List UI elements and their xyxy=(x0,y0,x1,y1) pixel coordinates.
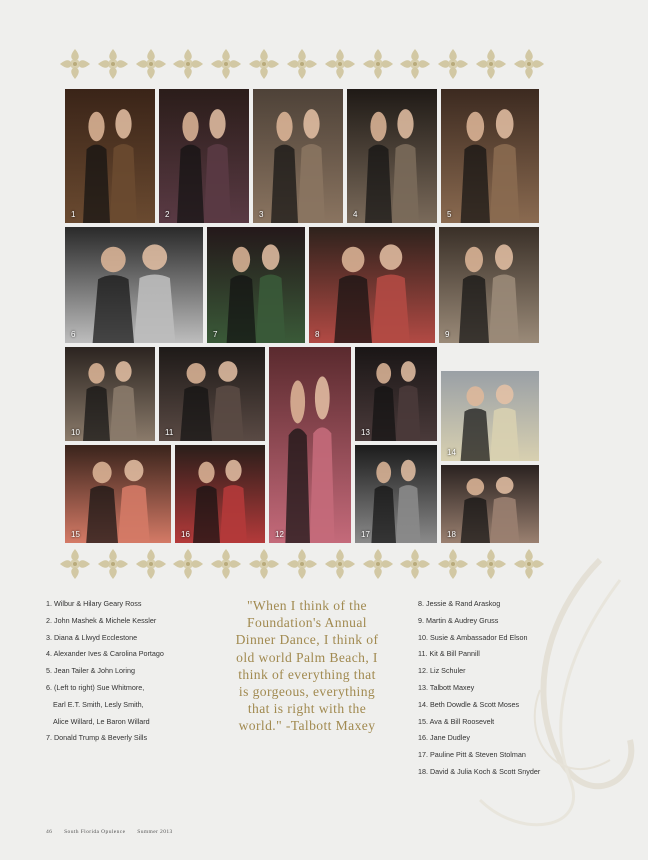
ornament-motif xyxy=(285,47,319,86)
photo-number: 8 xyxy=(315,330,320,339)
caption-line: 10. Susie & Ambassador Ed Elson xyxy=(418,632,528,642)
event-photo xyxy=(354,346,438,442)
photo-number: 16 xyxy=(181,530,190,539)
caption-line: 14. Beth Dowdle & Scott Moses xyxy=(418,699,520,709)
caption-line: 3. Diana & Llwyd Ecclestone xyxy=(46,632,138,642)
caption-line: 6. (Left to right) Sue Whitmore, xyxy=(46,682,145,692)
caption-line: 5. Jean Tailer & John Loring xyxy=(46,666,135,676)
ornament-motif xyxy=(209,547,243,586)
ornament-motif xyxy=(361,47,395,86)
ornament-motif xyxy=(134,547,168,586)
photo-number: 13 xyxy=(361,428,370,437)
event-photo xyxy=(64,346,156,442)
page-number: 46 xyxy=(46,829,53,835)
photo-number: 6 xyxy=(71,330,76,339)
photo-image xyxy=(269,347,351,543)
quote-line: that is right with the xyxy=(247,701,367,717)
caption-line: 17. Pauline Pitt & Steven Stolman xyxy=(418,750,526,760)
event-photo xyxy=(158,346,266,442)
photo-number: 15 xyxy=(71,530,80,539)
ornament-motif xyxy=(171,47,205,86)
ornament-motif xyxy=(398,547,432,586)
photo-image xyxy=(159,89,249,223)
ornament-motif xyxy=(512,547,546,586)
quote-line: old world Palm Beach, I xyxy=(236,649,378,665)
photo-image xyxy=(253,89,343,223)
quote-line: "When I think of the xyxy=(246,598,367,613)
caption-line: 12. Liz Schuler xyxy=(418,666,466,676)
event-photo xyxy=(64,88,156,224)
caption-line: 4. Alexander Ives & Carolina Portago xyxy=(46,649,164,659)
caption-line: 1. Wilbur & Hilary Geary Ross xyxy=(46,599,142,608)
quote-line: is gorgeous, everything xyxy=(238,684,376,700)
event-photo xyxy=(308,226,436,344)
photo-number: 2 xyxy=(165,210,170,219)
event-photo xyxy=(440,88,540,224)
issue-date: Summer 2013 xyxy=(137,829,173,835)
photo-collage xyxy=(64,88,540,544)
ornament-motif xyxy=(474,47,508,86)
photo-number: 14 xyxy=(447,448,456,457)
photo-image xyxy=(309,227,435,343)
event-photo xyxy=(268,346,352,544)
quote-line: world." -Talbott Maxey xyxy=(238,718,376,734)
photo-number: 4 xyxy=(353,210,358,219)
ornament-motif xyxy=(436,547,470,586)
photo-image xyxy=(65,227,203,343)
ornament-motif xyxy=(323,547,357,586)
caption-line: Earl E.T. Smith, Lesly Smith, xyxy=(53,699,144,709)
ornament-motif xyxy=(285,547,319,586)
ornament-motif xyxy=(361,547,395,586)
event-photo xyxy=(346,88,438,224)
caption-line: 7. Donald Trump & Beverly Sills xyxy=(46,733,148,743)
photo-number: 7 xyxy=(213,330,218,339)
caption-line: 15. Ava & Bill Roosevelt xyxy=(418,716,495,726)
photo-image xyxy=(207,227,305,343)
caption-line: 9. Martin & Audrey Gruss xyxy=(418,615,499,625)
photo-number: 17 xyxy=(361,530,370,539)
ornament-motif xyxy=(247,547,281,586)
captions-right xyxy=(418,596,588,781)
ornament-motif xyxy=(474,547,508,586)
ornament-motif xyxy=(96,547,130,586)
captions-left xyxy=(46,596,196,747)
ornament-border-top xyxy=(58,48,546,84)
event-photo xyxy=(64,226,204,344)
ornament-motif xyxy=(398,47,432,86)
photo-image xyxy=(175,445,265,543)
event-photo xyxy=(158,88,250,224)
caption-line: 11. Kit & Bill Pannill xyxy=(418,649,480,659)
photo-image xyxy=(347,89,437,223)
ornament-motif xyxy=(209,47,243,86)
event-photo xyxy=(354,444,438,544)
photo-image xyxy=(159,347,265,441)
quote-line: think of everything that xyxy=(238,666,376,682)
photo-image xyxy=(439,227,539,343)
quote-line: Dinner Dance, I think of xyxy=(235,632,379,648)
caption-line: 16. Jane Dudley xyxy=(418,733,470,743)
caption-line: 13. Talbott Maxey xyxy=(418,682,475,692)
ornament-motif xyxy=(58,47,92,86)
photo-number: 9 xyxy=(445,330,450,339)
quote-line: Foundation's Annual xyxy=(247,615,367,631)
magazine-name: South Florida Opulence xyxy=(64,829,126,835)
event-photo xyxy=(440,370,540,462)
photo-number: 3 xyxy=(259,210,264,219)
event-photo xyxy=(438,226,540,344)
page-footer xyxy=(46,829,183,835)
caption-line: 8. Jessie & Rand Araskog xyxy=(418,599,501,608)
photo-number: 1 xyxy=(71,210,76,219)
ornament-border-bottom xyxy=(58,548,546,584)
event-photo xyxy=(174,444,266,544)
caption-line: Alice Willard, Le Baron Willard xyxy=(53,716,150,726)
photo-number: 11 xyxy=(165,428,174,437)
ornament-motif xyxy=(58,547,92,586)
photo-image xyxy=(441,89,539,223)
photo-image xyxy=(355,347,437,441)
ornament-motif xyxy=(96,47,130,86)
ornament-motif xyxy=(323,47,357,86)
pull-quote xyxy=(200,597,414,735)
caption-line: 18. David & Julia Koch & Scott Snyder xyxy=(418,766,541,776)
event-photo xyxy=(440,464,540,544)
photo-image xyxy=(65,347,155,441)
caption-line: 2. John Mashek & Michele Kessler xyxy=(46,615,157,625)
photo-number: 18 xyxy=(447,530,456,539)
ornament-motif xyxy=(134,47,168,86)
ornament-motif xyxy=(247,47,281,86)
ornament-motif xyxy=(171,547,205,586)
photo-number: 10 xyxy=(71,428,80,437)
ornament-motif xyxy=(512,47,546,86)
event-photo xyxy=(252,88,344,224)
photo-image xyxy=(65,89,155,223)
event-photo xyxy=(64,444,172,544)
event-photo xyxy=(206,226,306,344)
ornament-motif xyxy=(436,47,470,86)
photo-number: 5 xyxy=(447,210,452,219)
photo-image xyxy=(355,445,437,543)
photo-image xyxy=(65,445,171,543)
photo-number: 12 xyxy=(275,530,284,539)
